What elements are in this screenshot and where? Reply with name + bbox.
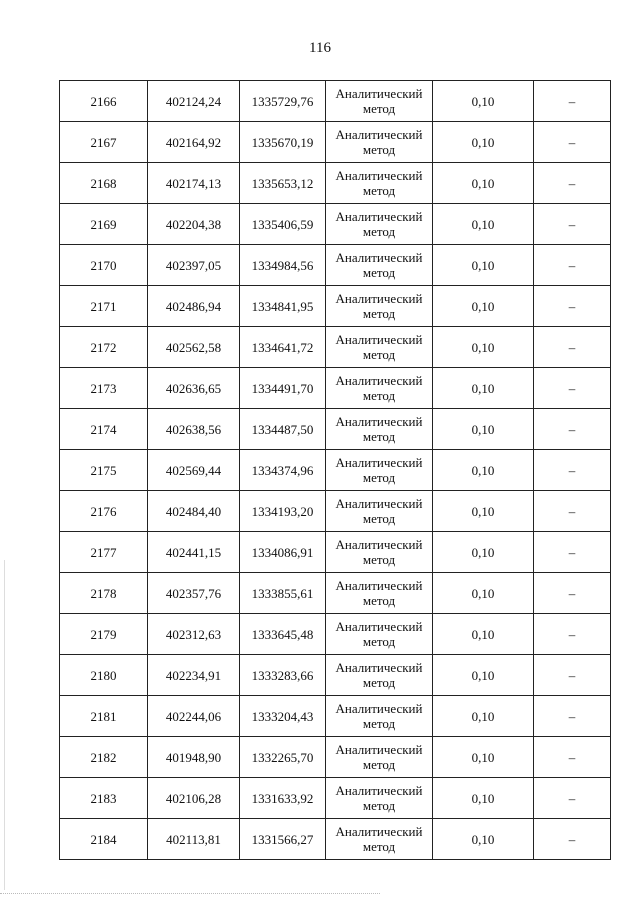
x-coordinate-cell [148, 532, 240, 573]
x-coordinate-cell-text: 402234,91 [165, 667, 222, 683]
accuracy-cell-text: 0,10 [471, 585, 495, 601]
accuracy-cell-text: 0,10 [471, 667, 495, 683]
x-coordinate-cell [148, 286, 240, 327]
note-cell [534, 819, 611, 860]
y-coordinate-cell-text: 1335653,12 [251, 175, 314, 191]
note-cell [534, 778, 611, 819]
accuracy-cell-text: 0,10 [471, 790, 495, 806]
note-cell [534, 532, 611, 573]
method-cell-text: Аналитический метод [335, 86, 423, 116]
method-cell [326, 532, 433, 573]
method-cell [326, 368, 433, 409]
point-number-cell-text: 2178 [90, 585, 117, 601]
method-cell [326, 327, 433, 368]
y-coordinate-cell-text: 1335406,59 [251, 216, 314, 232]
accuracy-cell-text: 0,10 [471, 544, 495, 560]
point-number-cell-text: 2166 [90, 93, 117, 109]
note-cell-text: – [568, 503, 576, 519]
accuracy-cell [433, 491, 534, 532]
table-row [60, 245, 611, 286]
y-coordinate-cell [240, 368, 326, 409]
y-coordinate-cell-text: 1335670,19 [251, 134, 314, 150]
y-coordinate-cell [240, 81, 326, 122]
accuracy-cell-text: 0,10 [471, 462, 495, 478]
x-coordinate-cell-text: 402486,94 [165, 298, 222, 314]
y-coordinate-cell-text: 1334086,91 [251, 544, 314, 560]
note-cell [534, 245, 611, 286]
coordinates-table [59, 80, 611, 860]
point-number-cell-text: 2169 [90, 216, 117, 232]
x-coordinate-cell-text: 402244,06 [165, 708, 222, 724]
method-cell-text: Аналитический метод [335, 250, 423, 280]
point-number-cell [60, 409, 148, 450]
note-cell-text: – [568, 175, 576, 191]
method-cell-text: Аналитический метод [335, 496, 423, 526]
y-coordinate-cell [240, 204, 326, 245]
method-cell-text: Аналитический метод [335, 783, 423, 813]
point-number-cell-text: 2183 [90, 790, 117, 806]
accuracy-cell [433, 204, 534, 245]
point-number-cell [60, 368, 148, 409]
point-number-cell [60, 778, 148, 819]
method-cell [326, 81, 433, 122]
method-cell [326, 286, 433, 327]
note-cell-text: – [568, 339, 576, 355]
point-number-cell [60, 491, 148, 532]
y-coordinate-cell [240, 327, 326, 368]
y-coordinate-cell-text: 1333645,48 [251, 626, 314, 642]
method-cell-text: Аналитический метод [335, 660, 423, 690]
method-cell [326, 204, 433, 245]
method-cell [326, 491, 433, 532]
note-cell [534, 737, 611, 778]
table-row [60, 286, 611, 327]
y-coordinate-cell [240, 163, 326, 204]
x-coordinate-cell-text: 402312,63 [165, 626, 222, 642]
point-number-cell-text: 2176 [90, 503, 117, 519]
method-cell-text: Аналитический метод [335, 291, 423, 321]
point-number-cell-text: 2172 [90, 339, 117, 355]
accuracy-cell [433, 327, 534, 368]
y-coordinate-cell-text: 1335729,76 [251, 93, 314, 109]
y-coordinate-cell [240, 532, 326, 573]
x-coordinate-cell [148, 327, 240, 368]
x-coordinate-cell [148, 614, 240, 655]
method-cell [326, 573, 433, 614]
accuracy-cell [433, 163, 534, 204]
point-number-cell-text: 2177 [90, 544, 117, 560]
x-coordinate-cell [148, 450, 240, 491]
note-cell [534, 696, 611, 737]
note-cell [534, 327, 611, 368]
y-coordinate-cell [240, 614, 326, 655]
y-coordinate-cell-text: 1333855,61 [251, 585, 314, 601]
method-cell [326, 122, 433, 163]
point-number-cell-text: 2175 [90, 462, 117, 478]
note-cell [534, 81, 611, 122]
x-coordinate-cell-text: 402638,56 [165, 421, 222, 437]
note-cell [534, 450, 611, 491]
point-number-cell [60, 614, 148, 655]
point-number-cell-text: 2168 [90, 175, 117, 191]
x-coordinate-cell [148, 122, 240, 163]
method-cell [326, 737, 433, 778]
note-cell-text: – [568, 380, 576, 396]
method-cell-text: Аналитический метод [335, 455, 423, 485]
x-coordinate-cell-text: 402113,81 [166, 831, 221, 847]
accuracy-cell-text: 0,10 [471, 216, 495, 232]
point-number-cell [60, 737, 148, 778]
table-row [60, 122, 611, 163]
note-cell [534, 614, 611, 655]
note-cell [534, 122, 611, 163]
point-number-cell [60, 450, 148, 491]
point-number-cell-text: 2182 [90, 749, 117, 765]
accuracy-cell [433, 409, 534, 450]
point-number-cell [60, 163, 148, 204]
y-coordinate-cell-text: 1334374,96 [251, 462, 314, 478]
method-cell [326, 245, 433, 286]
point-number-cell [60, 204, 148, 245]
method-cell-text: Аналитический метод [335, 537, 423, 567]
x-coordinate-cell-text: 402164,92 [165, 134, 222, 150]
accuracy-cell [433, 122, 534, 163]
accuracy-cell-text: 0,10 [471, 298, 495, 314]
point-number-cell [60, 532, 148, 573]
y-coordinate-cell-text: 1331633,92 [251, 790, 314, 806]
point-number-cell-text: 2180 [90, 667, 117, 683]
y-coordinate-cell [240, 696, 326, 737]
note-cell [534, 204, 611, 245]
x-coordinate-cell [148, 409, 240, 450]
table-row [60, 163, 611, 204]
y-coordinate-cell-text: 1333283,66 [251, 667, 314, 683]
point-number-cell [60, 286, 148, 327]
method-cell-text: Аналитический метод [335, 209, 423, 239]
point-number-cell-text: 2167 [90, 134, 117, 150]
accuracy-cell [433, 286, 534, 327]
x-coordinate-cell-text: 402562,58 [165, 339, 222, 355]
x-coordinate-cell [148, 163, 240, 204]
x-coordinate-cell [148, 368, 240, 409]
point-number-cell-text: 2179 [90, 626, 117, 642]
y-coordinate-cell [240, 655, 326, 696]
method-cell [326, 819, 433, 860]
note-cell [534, 368, 611, 409]
note-cell-text: – [568, 790, 576, 806]
point-number-cell-text: 2184 [90, 831, 117, 847]
table-row [60, 819, 611, 860]
method-cell-text: Аналитический метод [335, 619, 423, 649]
table-row [60, 204, 611, 245]
accuracy-cell-text: 0,10 [471, 749, 495, 765]
note-cell [534, 573, 611, 614]
x-coordinate-cell-text: 401948,90 [165, 749, 222, 765]
accuracy-cell [433, 655, 534, 696]
scan-edge-mark [4, 560, 5, 890]
method-cell [326, 655, 433, 696]
note-cell-text: – [568, 421, 576, 437]
point-number-cell [60, 819, 148, 860]
x-coordinate-cell [148, 737, 240, 778]
x-coordinate-cell-text: 402174,13 [165, 175, 222, 191]
x-coordinate-cell [148, 491, 240, 532]
table-row [60, 532, 611, 573]
y-coordinate-cell-text: 1332265,70 [251, 749, 314, 765]
y-coordinate-cell [240, 286, 326, 327]
table-row [60, 368, 611, 409]
point-number-cell [60, 696, 148, 737]
point-number-cell-text: 2174 [90, 421, 117, 437]
method-cell-text: Аналитический метод [335, 332, 423, 362]
note-cell-text: – [568, 708, 576, 724]
x-coordinate-cell [148, 655, 240, 696]
point-number-cell [60, 122, 148, 163]
x-coordinate-cell [148, 573, 240, 614]
method-cell-text: Аналитический метод [335, 168, 423, 198]
x-coordinate-cell-text: 402636,65 [165, 380, 222, 396]
y-coordinate-cell-text: 1333204,43 [251, 708, 314, 724]
note-cell-text: – [568, 134, 576, 150]
note-cell [534, 163, 611, 204]
method-cell-text: Аналитический метод [335, 701, 423, 731]
method-cell-text: Аналитический метод [335, 127, 423, 157]
accuracy-cell-text: 0,10 [471, 134, 495, 150]
scan-bottom-mark [0, 893, 380, 895]
x-coordinate-cell-text: 402484,40 [165, 503, 222, 519]
method-cell-text: Аналитический метод [335, 414, 423, 444]
y-coordinate-cell [240, 778, 326, 819]
x-coordinate-cell [148, 819, 240, 860]
accuracy-cell [433, 573, 534, 614]
table-row [60, 614, 611, 655]
note-cell-text: – [568, 667, 576, 683]
accuracy-cell-text: 0,10 [471, 175, 495, 191]
note-cell-text: – [568, 216, 576, 232]
point-number-cell-text: 2171 [90, 298, 117, 314]
x-coordinate-cell [148, 81, 240, 122]
note-cell-text: – [568, 298, 576, 314]
method-cell [326, 778, 433, 819]
method-cell-text: Аналитический метод [335, 742, 423, 772]
page-number: 116 [309, 40, 331, 56]
y-coordinate-cell-text: 1334193,20 [251, 503, 314, 519]
method-cell [326, 450, 433, 491]
accuracy-cell [433, 737, 534, 778]
note-cell-text: – [568, 749, 576, 765]
accuracy-cell-text: 0,10 [471, 380, 495, 396]
x-coordinate-cell-text: 402569,44 [165, 462, 222, 478]
note-cell [534, 655, 611, 696]
x-coordinate-cell-text: 402357,76 [165, 585, 222, 601]
note-cell [534, 491, 611, 532]
point-number-cell [60, 245, 148, 286]
method-cell [326, 696, 433, 737]
accuracy-cell-text: 0,10 [471, 93, 495, 109]
y-coordinate-cell-text: 1331566,27 [251, 831, 314, 847]
accuracy-cell [433, 245, 534, 286]
method-cell-text: Аналитический метод [335, 824, 423, 854]
x-coordinate-cell-text: 402441,15 [165, 544, 222, 560]
x-coordinate-cell-text: 402124,24 [165, 93, 222, 109]
y-coordinate-cell [240, 245, 326, 286]
note-cell [534, 286, 611, 327]
note-cell-text: – [568, 462, 576, 478]
note-cell-text: – [568, 257, 576, 273]
y-coordinate-cell-text: 1334491,70 [251, 380, 314, 396]
note-cell-text: – [568, 585, 576, 601]
x-coordinate-cell-text: 402204,38 [165, 216, 222, 232]
accuracy-cell [433, 532, 534, 573]
method-cell-text: Аналитический метод [335, 373, 423, 403]
point-number-cell [60, 81, 148, 122]
table-row [60, 450, 611, 491]
x-coordinate-cell [148, 245, 240, 286]
table-row [60, 573, 611, 614]
x-coordinate-cell [148, 696, 240, 737]
accuracy-cell-text: 0,10 [471, 421, 495, 437]
table-row [60, 737, 611, 778]
accuracy-cell [433, 450, 534, 491]
point-number-cell [60, 573, 148, 614]
method-cell-text: Аналитический метод [335, 578, 423, 608]
y-coordinate-cell [240, 819, 326, 860]
table-row [60, 327, 611, 368]
accuracy-cell-text: 0,10 [471, 257, 495, 273]
point-number-cell [60, 655, 148, 696]
accuracy-cell [433, 778, 534, 819]
accuracy-cell-text: 0,10 [471, 708, 495, 724]
note-cell-text: – [568, 831, 576, 847]
y-coordinate-cell [240, 450, 326, 491]
table-row [60, 81, 611, 122]
accuracy-cell-text: 0,10 [471, 831, 495, 847]
y-coordinate-cell-text: 1334841,95 [251, 298, 314, 314]
y-coordinate-cell [240, 573, 326, 614]
accuracy-cell [433, 819, 534, 860]
point-number-cell-text: 2170 [90, 257, 117, 273]
y-coordinate-cell [240, 122, 326, 163]
x-coordinate-cell [148, 778, 240, 819]
table-row [60, 491, 611, 532]
point-number-cell-text: 2181 [90, 708, 117, 724]
y-coordinate-cell [240, 737, 326, 778]
method-cell [326, 163, 433, 204]
table-row [60, 655, 611, 696]
note-cell-text: – [568, 544, 576, 560]
method-cell [326, 409, 433, 450]
x-coordinate-cell-text: 402397,05 [165, 257, 222, 273]
y-coordinate-cell-text: 1334984,56 [251, 257, 314, 273]
note-cell [534, 409, 611, 450]
x-coordinate-cell-text: 402106,28 [165, 790, 222, 806]
accuracy-cell-text: 0,10 [471, 626, 495, 642]
y-coordinate-cell [240, 409, 326, 450]
note-cell-text: – [568, 93, 576, 109]
table-row [60, 778, 611, 819]
accuracy-cell [433, 368, 534, 409]
y-coordinate-cell-text: 1334641,72 [251, 339, 314, 355]
table-row [60, 696, 611, 737]
point-number-cell [60, 327, 148, 368]
accuracy-cell [433, 696, 534, 737]
accuracy-cell-text: 0,10 [471, 339, 495, 355]
accuracy-cell [433, 81, 534, 122]
accuracy-cell [433, 614, 534, 655]
note-cell-text: – [568, 626, 576, 642]
y-coordinate-cell-text: 1334487,50 [251, 421, 314, 437]
point-number-cell-text: 2173 [90, 380, 117, 396]
accuracy-cell-text: 0,10 [471, 503, 495, 519]
x-coordinate-cell [148, 204, 240, 245]
method-cell [326, 614, 433, 655]
table-body [60, 81, 611, 860]
y-coordinate-cell [240, 491, 326, 532]
table-row [60, 409, 611, 450]
